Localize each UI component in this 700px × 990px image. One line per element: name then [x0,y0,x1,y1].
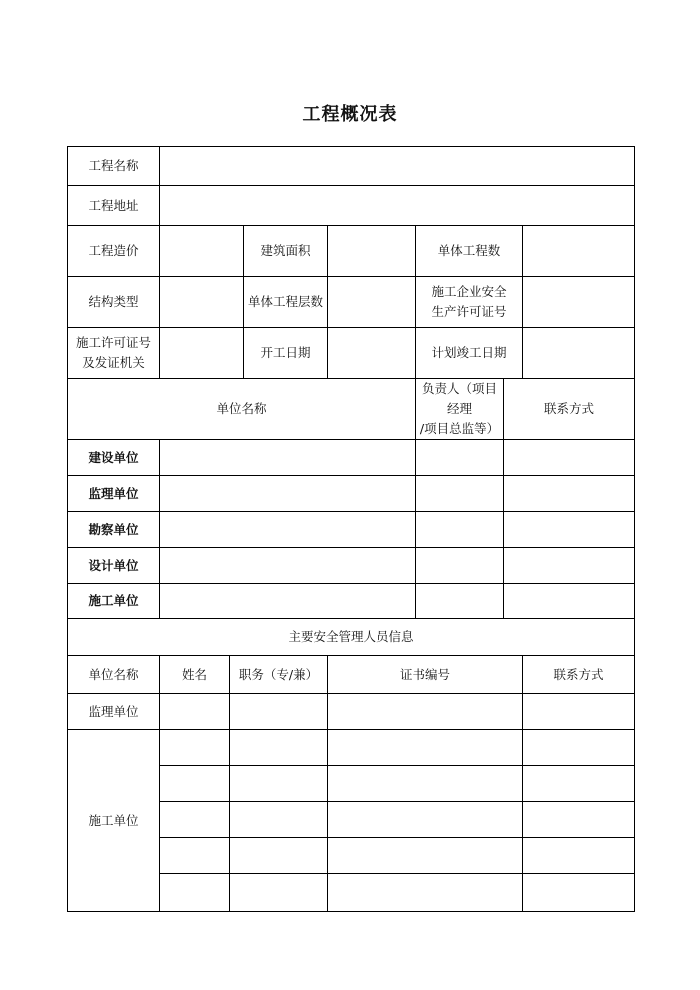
supervision-unit-person-field[interactable] [416,476,504,512]
staff-construction-position-field[interactable] [230,766,328,802]
construction-permit-label [68,328,160,379]
staff-certificate-header: 证书编号 [328,656,523,694]
construction-owner-label: 建设单位 [68,440,160,476]
staff-supervision-certificate-field[interactable] [328,694,523,730]
person-in-charge-header [416,379,504,440]
staff-construction-name-field[interactable] [160,874,230,912]
supervision-unit-label: 监理单位 [68,476,160,512]
project-name-field[interactable] [160,147,635,186]
building-area-field[interactable] [328,226,416,277]
unit-count-field[interactable] [523,226,635,277]
unit-contact-header: 联系方式 [504,379,635,440]
staff-construction-contact-field[interactable] [523,730,635,766]
start-date-label: 开工日期 [244,328,328,379]
staff-construction-unit-label: 施工单位 [68,730,160,912]
staff-construction-certificate-field[interactable] [328,730,523,766]
staff-construction-certificate-field[interactable] [328,766,523,802]
person-in-charge-header-line1: 负责人（项目经理 [421,381,497,416]
staff-construction-name-field[interactable] [160,730,230,766]
person-in-charge-header-line2: /项目总监等） [419,421,500,436]
staff-construction-name-field[interactable] [160,838,230,874]
supervision-unit-contact-field[interactable] [504,476,635,512]
project-address-label: 工程地址 [68,186,160,226]
safety-staff-section-title: 主要安全管理人员信息 [68,619,635,656]
planned-completion-date-label: 计划竣工日期 [416,328,523,379]
staff-construction-name-field[interactable] [160,766,230,802]
page-title: 工程概况表 [302,104,398,125]
floor-count-field[interactable] [328,277,416,328]
survey-unit-contact-field[interactable] [504,512,635,548]
safety-license-label-line2: 生产许可证号 [431,304,507,319]
floor-count-label: 单体工程层数 [244,277,328,328]
construction-owner-contact-field[interactable] [504,440,635,476]
unit-count-label: 单体工程数 [416,226,523,277]
project-overview-form [67,146,635,912]
staff-construction-contact-field[interactable] [523,802,635,838]
staff-construction-position-field[interactable] [230,802,328,838]
survey-unit-label: 勘察单位 [68,512,160,548]
staff-construction-position-field[interactable] [230,730,328,766]
construction-permit-label-line1: 施工许可证号 [75,335,151,350]
contractor-unit-label: 施工单位 [68,584,160,619]
staff-construction-certificate-field[interactable] [328,874,523,912]
staff-supervision-contact-field[interactable] [523,694,635,730]
project-address-field[interactable] [160,186,635,226]
safety-license-label [416,277,523,328]
building-area-label: 建筑面积 [244,226,328,277]
design-unit-name-field[interactable] [160,548,416,584]
staff-supervision-name-field[interactable] [160,694,230,730]
staff-name-header: 姓名 [160,656,230,694]
design-unit-person-field[interactable] [416,548,504,584]
supervision-unit-name-field[interactable] [160,476,416,512]
construction-owner-name-field[interactable] [160,440,416,476]
planned-completion-date-field[interactable] [523,328,635,379]
staff-unit-header: 单位名称 [68,656,160,694]
staff-construction-contact-field[interactable] [523,874,635,912]
project-name-label: 工程名称 [68,147,160,186]
staff-construction-position-field[interactable] [230,838,328,874]
unit-name-header: 单位名称 [68,379,416,440]
safety-license-label-line1: 施工企业安全 [431,284,507,299]
design-unit-contact-field[interactable] [504,548,635,584]
construction-owner-person-field[interactable] [416,440,504,476]
staff-construction-contact-field[interactable] [523,838,635,874]
construction-permit-field[interactable] [160,328,244,379]
project-cost-field[interactable] [160,226,244,277]
staff-position-header: 职务（专/兼） [230,656,328,694]
staff-construction-contact-field[interactable] [523,766,635,802]
structure-type-label: 结构类型 [68,277,160,328]
staff-construction-certificate-field[interactable] [328,838,523,874]
staff-construction-position-field[interactable] [230,874,328,912]
survey-unit-name-field[interactable] [160,512,416,548]
staff-supervision-position-field[interactable] [230,694,328,730]
staff-supervision-unit-label: 监理单位 [68,694,160,730]
staff-construction-name-field[interactable] [160,802,230,838]
contractor-unit-name-field[interactable] [160,584,416,619]
design-unit-label: 设计单位 [68,548,160,584]
construction-permit-label-line2: 及发证机关 [82,355,145,370]
structure-type-field[interactable] [160,277,244,328]
staff-contact-header: 联系方式 [523,656,635,694]
start-date-field[interactable] [328,328,416,379]
survey-unit-person-field[interactable] [416,512,504,548]
project-cost-label: 工程造价 [68,226,160,277]
contractor-unit-person-field[interactable] [416,584,504,619]
staff-construction-certificate-field[interactable] [328,802,523,838]
safety-license-field[interactable] [523,277,635,328]
contractor-unit-contact-field[interactable] [504,584,635,619]
